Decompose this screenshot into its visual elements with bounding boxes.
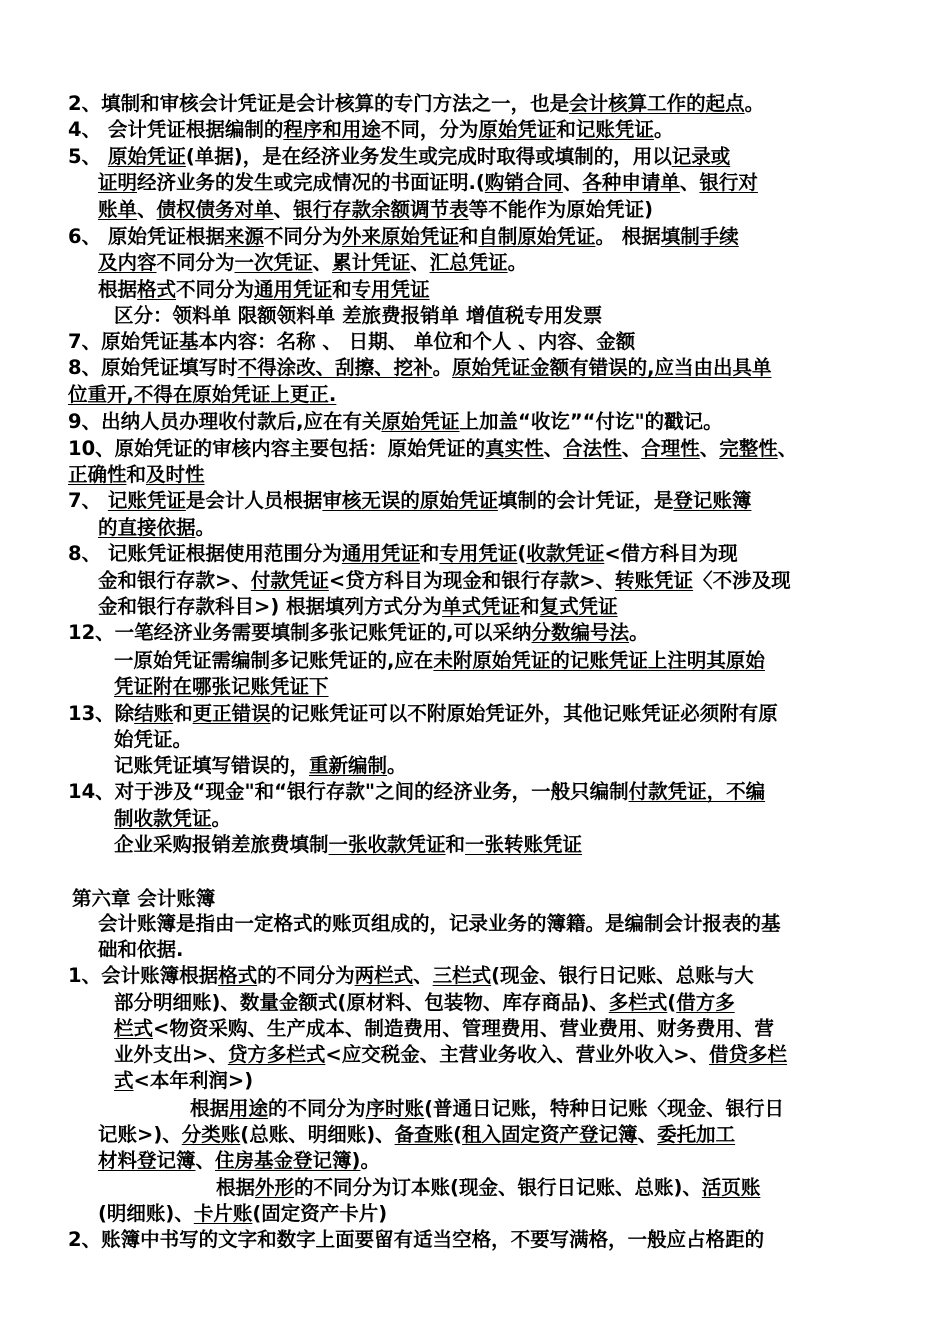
text-line: 会计账簿是指由一定格式的账页组成的，记录业务的簿籍。是编制会计报表的基 [98,912,781,935]
underlined-term: 一张收款凭证 [328,833,446,856]
underlined-term: 付款凭证 [250,569,329,592]
underlined-term: 委托加工 [657,1123,736,1146]
underlined-term: 债权债务对单 [156,198,274,221]
text-line: 根据格式不同分为通用凭证和专用凭证 [98,278,430,301]
underlined-term: 租入固定资产登记簿 [462,1123,638,1146]
text-line: 7、原始凭证基本内容：名称 、 日期、 单位和个人 、内容、金额 [68,330,636,353]
text-line: 部分明细账)、数量金额式(原材料、包装物、库存商品)、多栏式(借方多 [114,991,735,1014]
underlined-term: 完整性 [719,437,778,460]
underlined-term: 银行存款余额调节表 [293,198,469,221]
text-line: 根据用途的不同分为序时账(普通日记账，特种日记账〈现金、银行日 [190,1097,784,1120]
chapter-title: 第六章 会计账簿 [72,887,216,910]
underlined-term: 借贷多栏 [709,1043,788,1066]
text-line: 13、除结账和更正错误的记账凭证可以不附原始凭证外，其他记账凭证必须附有原 [68,702,778,725]
underlined-term: 复式凭证 [539,595,618,618]
underlined-term: 栏式 [114,1017,154,1040]
underlined-term: 格式 [137,278,177,301]
text-line: 栏式<物资采购、生产成本、制造费用、管理费用、营业费用、财务费用、营 [114,1017,774,1040]
underlined-term: 式 [114,1069,134,1092]
underlined-term: 通用凭证 [254,278,333,301]
text-line: 的直接依据。 [98,516,216,539]
underlined-term: 原始凭证 [478,118,557,141]
underlined-term: 原始凭证 [107,145,186,168]
text-line: 始凭证。 [114,728,193,751]
underlined-term: 程序和用途 [283,118,381,141]
text-line: 1、会计账簿根据格式的不同分为两栏式、三栏式(现金、银行日记账、总账与大 [68,964,754,987]
underlined-term: 购销合同 [484,171,563,194]
underlined-term: 自制原始凭证 [478,225,596,248]
underlined-term: 记账凭证 [107,489,186,512]
text-line: 6、 原始凭证根据来源不同分为外来原始凭证和自制原始凭证。 根据填制手续 [68,225,739,248]
underlined-term: 合理性 [641,437,700,460]
underlined-term: 一次凭证 [234,251,313,274]
underlined-term: 累计凭证 [332,251,411,274]
text-line: 记账>)、分类账(总账、明细账)、备查账(租入固定资产登记簿、委托加工 [98,1123,736,1146]
underlined-term: 证明 [98,171,138,194]
underlined-term: 三栏式 [432,964,492,987]
underlined-term: 重新编制 [309,754,388,777]
text-line: 账单、债权债务对单、银行存款余额调节表等不能作为原始凭证) [98,198,653,221]
text-line: (明细账)、卡片账(固定资产卡片) [98,1202,388,1225]
underlined-term: 不得涂改、刮擦、挖补 [237,356,433,379]
underlined-term: 住房基金登记簿) [215,1149,361,1172]
text-line: 正确性和及时性 [68,463,205,486]
text-line: 14、对于涉及“现金"和“银行存款"之间的经济业务，一般只编制付款凭证，不编 [68,780,766,803]
text-line [114,674,329,699]
underlined-term: 专用凭证 [351,278,430,301]
underlined-term: 分类账 [181,1123,241,1146]
underlined-term: 记账凭证 [575,118,654,141]
underlined-term: 原始凭证 [381,410,460,433]
underlined-term: 审核无误的原始凭证 [322,489,498,512]
underlined-term: 账单 [98,198,138,221]
text-line: 金和银行存款>、付款凭证<贷方科目为现金和银行存款>、转账凭证〈不涉及现 [98,569,791,592]
text-line: 及内容不同分为一次凭证、累计凭证、汇总凭证。 [98,251,528,274]
text-line: 2、填制和审核会计凭证是会计核算的专门方法之一，也是会计核算工作的起点。 [68,92,765,115]
underlined-term: 各种申请单 [582,171,680,194]
underlined-term: 合法性 [563,437,622,460]
text-line: 区分：领料单 限额领料单 差旅费报销单 增值税专用发票 [114,304,603,327]
underlined-term: 材料登记簿 [98,1149,196,1172]
underlined-term: 收款凭证 [526,542,605,565]
underlined-term: 卡片账 [193,1202,253,1225]
text-line: 12、一笔经济业务需要填制多张记账凭证的,可以采纳分数编号法。 [68,621,649,644]
text-line: 础和依据. [98,938,184,961]
text-line: 企业采购报销差旅费填制一张收款凭证和一张转账凭证 [114,833,583,856]
text-line: 2、账簿中书写的文字和数字上面要留有适当空格，不要写满格，一般应占格距的 [68,1228,765,1251]
underlined-term: 及内容 [98,251,157,274]
underlined-term: 专用凭证 [439,542,518,565]
underlined-term: 外形 [255,1176,295,1199]
underlined-term: 备查账 [394,1123,454,1146]
underlined-term: 一张转账凭证 [465,833,583,856]
underlined-term: 记录或 [671,145,731,168]
underlined-term: 单式凭证 [442,595,521,618]
underlined-term: 通用凭证 [341,542,420,565]
underlined-term: 会计核算工作的起点 [569,92,745,115]
text-line: 证明经济业务的发生或完成情况的书面证明.(购销合同、各种申请单、银行对 [98,171,758,194]
underlined-term: 的直接依据 [98,516,196,539]
text-line: 记账凭证填写错误的，重新编制。 [114,754,407,777]
text-line: 一原始凭证需编制多记账凭证的,应在未附原始凭证的记账凭证上注明其原始 [114,649,765,672]
underlined-term: 分数编号法 [531,621,630,644]
underlined-term: 及时性 [146,463,205,486]
underlined-term: 两栏式 [354,964,414,987]
text-line: 10、原始凭证的审核内容主要包括：原始凭证的真实性、合法性、合理性、完整性、 [68,437,798,460]
underlined-term: 更正错误 [192,702,271,725]
underlined-term: 制收款凭证 [114,807,212,830]
text-line: 制收款凭证。 [114,807,232,830]
text-line: 7、 记账凭证是会计人员根据审核无误的原始凭证填制的会计凭证，是登记账簿 [68,489,752,512]
text-line: 8、原始凭证填写时不得涂改、刮擦、挖补。原始凭证金额有错误的,应当由出具单 [68,356,772,379]
underlined-term: 银行对 [699,171,758,194]
underlined-term: 未附原始凭证的记账凭证上注明其原始 [433,649,765,672]
underlined-term: 位重开,不得在原始凭证上更正. [68,383,337,406]
underlined-term: 序时账 [365,1097,425,1120]
text-line: 8、 记账凭证根据使用范围分为通用凭证和专用凭证(收款凭证<借方科目为现 [68,542,738,565]
underlined-term: 贷方多栏式 [227,1043,326,1066]
underlined-term: 登记账簿 [673,489,752,512]
underlined-term: 结账 [134,702,174,725]
underlined-term: 借方多 [676,991,735,1014]
underlined-term: 转账凭证 [615,569,694,592]
text-line: 根据外形的不同分为订本账(现金、银行日记账、总账)、活页账 [216,1176,761,1199]
text-line: 式<本年利润>) [114,1069,254,1092]
text-line: 材料登记簿、住房基金登记簿)。 [98,1149,380,1172]
text-line: 9、出纳人员办理收付款后,应在有关原始凭证上加盖“收讫”“付讫"的戳记。 [68,410,723,433]
underlined-term: 多栏式 [608,991,668,1014]
underlined-term: 凭证附在哪张记账凭证下 [114,675,329,698]
text-line: 金和银行存款科目>) 根据填列方式分为单式凭证和复式凭证 [98,595,618,618]
underlined-term: 格式 [218,964,258,987]
underlined-term: 用途 [229,1097,269,1120]
text-line [68,382,336,407]
text-line: 4、 会计凭证根据编制的程序和用途不同，分为原始凭证和记账凭证。 [68,118,674,141]
underlined-term: 付款凭证，不编 [628,780,766,803]
underlined-term: 来源 [224,225,264,248]
text-line: 业外支出>、贷方多栏式<应交税金、主营业务收入、营业外收入>、借贷多栏 [114,1043,788,1066]
underlined-term: 活页账 [701,1176,761,1199]
underlined-term: 原始凭证金额有错误的,应当由出具单 [452,356,772,379]
underlined-term: 汇总凭证 [429,251,508,274]
text-line: 5、 原始凭证(单据)，是在经济业务发生或完成时取得或填制的，用以记录或 [68,145,731,168]
underlined-term: 正确性 [68,463,127,486]
underlined-term: 填制手续 [660,225,739,248]
underlined-term: 真实性 [485,437,544,460]
underlined-term: 外来原始凭证 [341,225,459,248]
